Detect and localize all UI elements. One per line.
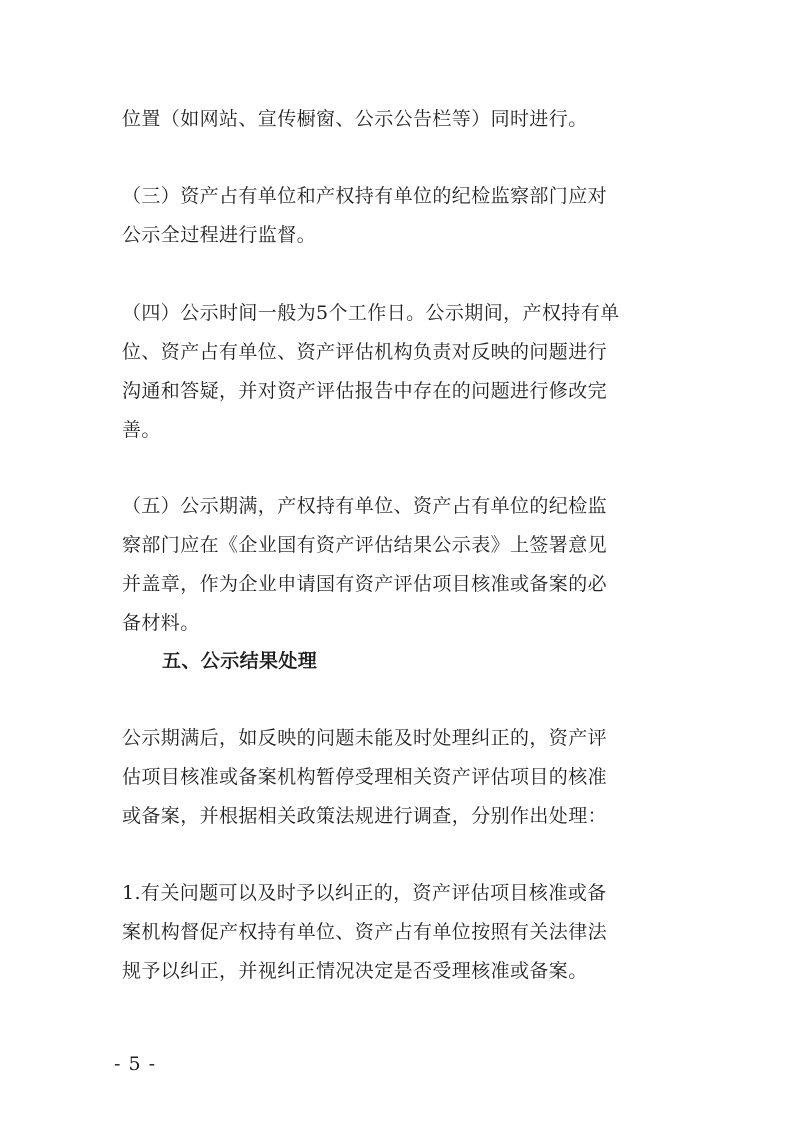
page-number: - 5 - <box>114 1053 157 1075</box>
text-line: 位、资产占有单位、资产评估机构负责对反映的问题进行 <box>122 341 608 363</box>
paragraph-item-3-supervision <box>122 177 682 255</box>
text-line: 善。 <box>122 419 161 441</box>
text-line: 案机构督促产权持有单位、资产占有单位按照有关法律法 <box>122 921 608 943</box>
text-line: 估项目核准或备案机构暂停受理相关资产评估项目的核准 <box>122 766 608 788</box>
text-line: 察部门应在《企业国有资产评估结果公示表》上签署意见 <box>122 534 608 556</box>
paragraph-item-4-publicity-period <box>122 294 682 450</box>
paragraph-publicity-channels <box>122 100 682 139</box>
text-line: 1.有关问题可以及时予以纠正的，资产评估项目核准或备 <box>122 882 607 904</box>
text-line: （五）公示期满，产权持有单位、资产占有单位的纪检监 <box>122 495 608 517</box>
section-heading: 五、公示结果处理 <box>162 650 318 672</box>
text-line: 规予以纠正，并视纠正情况决定是否受理核准或备案。 <box>122 960 588 982</box>
text-line: 公示期满后，如反映的问题未能及时处理纠正的，资产评 <box>122 727 608 749</box>
text-line: 备材料。 <box>122 612 200 634</box>
text-line: 或备案，并根据相关政策法规进行调查，分别作出处理： <box>122 805 608 827</box>
text-line: 公示全过程进行监督。 <box>122 224 317 246</box>
paragraph-item-5-signature <box>122 487 682 643</box>
paragraph-item-1-correction <box>122 874 682 991</box>
text-line: 位置（如网站、宣传橱窗、公示公告栏等）同时进行。 <box>122 108 588 130</box>
paragraph-result-handling <box>122 719 682 836</box>
text-line: 沟通和答疑，并对资产评估报告中存在的问题进行修改完 <box>122 380 608 402</box>
text-line: （三）资产占有单位和产权持有单位的纪检监察部门应对 <box>122 185 608 207</box>
text-line: （四）公示时间一般为5个工作日。公示期间，产权持有单 <box>122 302 620 324</box>
text-line: 并盖章，作为企业申请国有资产评估项目核准或备案的必 <box>122 573 608 595</box>
